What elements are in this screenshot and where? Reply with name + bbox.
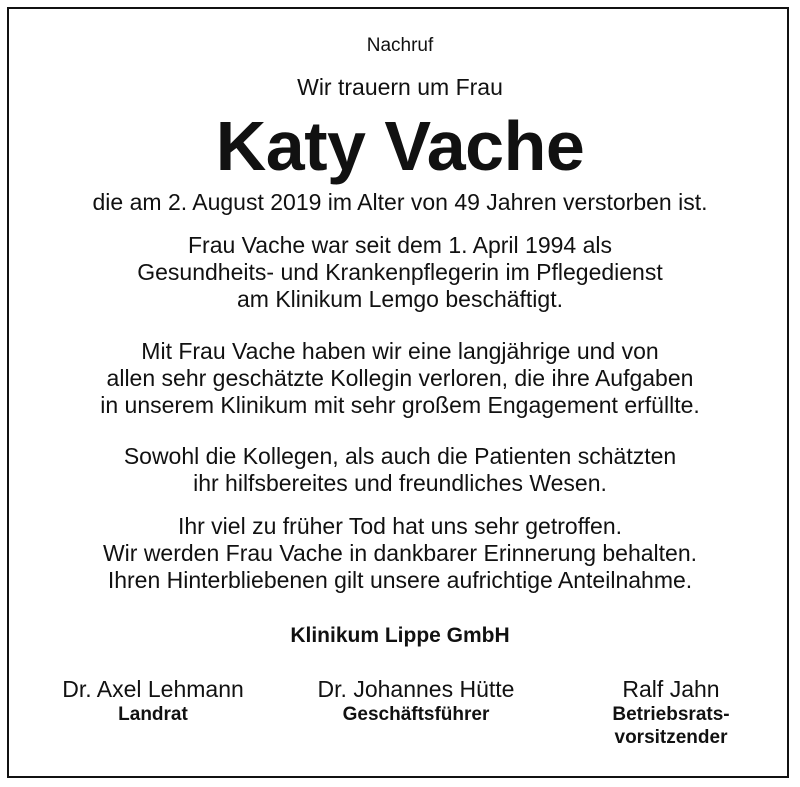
signatory-landrat bbox=[28, 676, 278, 726]
text-line: die am 2. August 2019 im Alter von 49 Jahren verstorben ist. bbox=[92, 189, 708, 215]
signatory-managing-director bbox=[285, 676, 547, 726]
signatory-name: Ralf Jahn bbox=[622, 676, 720, 702]
paragraph-employment bbox=[0, 232, 800, 313]
signatory-role: Betriebsrats- bbox=[612, 704, 730, 725]
signatory-name: Dr. Axel Lehmann bbox=[62, 676, 244, 702]
organization-name: Klinikum Lippe GmbH bbox=[290, 624, 510, 647]
text-line: Ihr viel zu früher Tod hat uns sehr getroffen. bbox=[177, 513, 623, 539]
obituary-kicker: Nachruf bbox=[366, 35, 434, 56]
paragraph-condolence bbox=[0, 513, 800, 594]
text-line: Frau Vache war seit dem 1. April 1994 als bbox=[187, 232, 612, 258]
text-line: Mit Frau Vache haben wir eine langjährige und von bbox=[141, 338, 659, 364]
text-line: Sowohl die Kollegen, als auch die Patienten schätzten bbox=[123, 443, 677, 469]
signatory-role: vorsitzender bbox=[614, 727, 728, 748]
text-line: am Klinikum Lemgo beschäftigt. bbox=[237, 286, 563, 312]
text-line: Gesundheits- und Krankenpflegerin im Pflegedienst bbox=[137, 259, 663, 285]
text-line: ihr hilfsbereites und freundliches Wesen. bbox=[193, 470, 607, 496]
signatory-works-council-chair bbox=[560, 676, 782, 749]
deceased-name: Katy Vache bbox=[215, 107, 585, 185]
text-line: in unserem Klinikum mit sehr großem Engagement erfüllte. bbox=[100, 392, 700, 418]
signatory-role: Landrat bbox=[118, 704, 188, 725]
paragraph-appreciation bbox=[0, 443, 800, 497]
text-line: allen sehr geschätzte Kollegin verloren, die ihre Aufgaben bbox=[106, 365, 694, 391]
obituary-intro: Wir trauern um Frau bbox=[297, 74, 503, 100]
text-line: Wir werden Frau Vache in dankbarer Erinnerung behalten. bbox=[102, 540, 698, 566]
text-line: Ihren Hinterbliebenen gilt unsere aufrichtige Anteilnahme. bbox=[107, 567, 693, 593]
signatory-role: Geschäftsführer bbox=[342, 704, 490, 725]
signatory-name: Dr. Johannes Hütte bbox=[317, 676, 515, 702]
paragraph-tribute bbox=[0, 338, 800, 419]
paragraph-death-notice bbox=[0, 189, 800, 216]
